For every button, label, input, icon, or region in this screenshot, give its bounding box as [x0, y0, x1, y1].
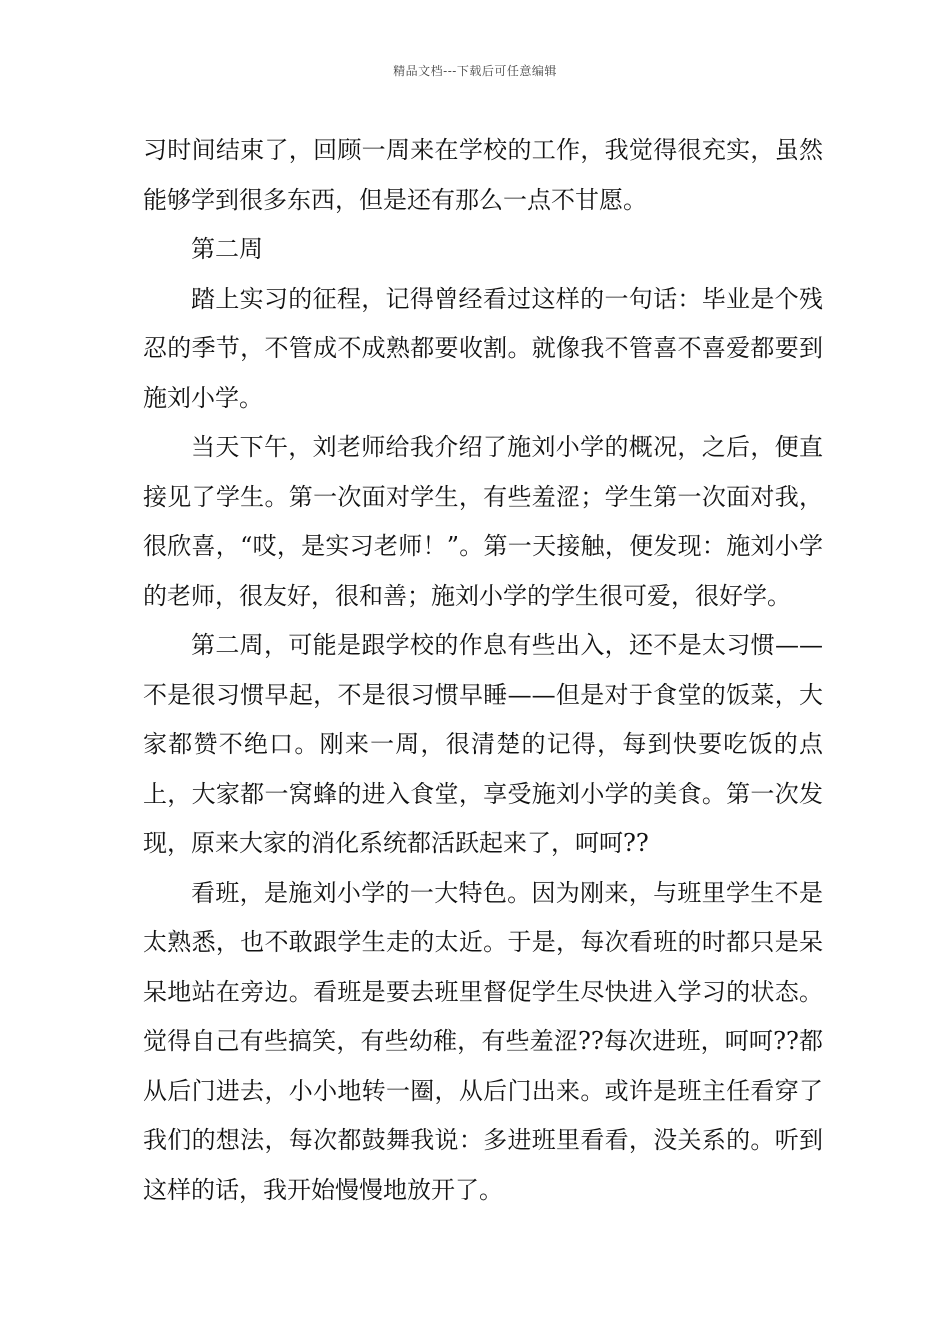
page-header: 精品文档---下载后可任意编辑	[393, 64, 557, 78]
paragraph-1: 踏上实习的征程，记得曾经看过这样的一句话：毕业是个残忍的季节，不管成不成熟都要收割。就像我不管喜不喜爱都要到施刘小学。	[143, 284, 823, 412]
paragraph-3: 第二周，可能是跟学校的作息有些出入，还不是太习惯——不是很习惯早起，不是很习惯早睡——但是对于食堂的饭菜，大家都赞不绝口。刚来一周，很清楚的记得，每到快要吃饭的点上，大家都一窝蜂的进入食堂，享受施刘小学的美食。第一次发现，原来大家的消化系统都活跃起来了，呵呵??	[143, 631, 823, 857]
paragraph-4: 看班，是施刘小学的一大特色。因为刚来，与班里学生不是太熟悉，也不敢跟学生走的太近。于是，每次看班的时都只是呆呆地站在旁边。看班是要去班里督促学生尽快进入学习的状态。觉得自己有些搞笑，有些幼稚，有些羞涩??每次进班，呵呵??都从后门进去，小小地转一圈，从后门出来。或许是班主任看穿了我们的想法，每次都鼓舞我说：多进班里看看，没关系的。听到这样的话，我开始慢慢地放开了。	[143, 878, 823, 1204]
paragraph-2: 当天下午，刘老师给我介绍了施刘小学的概况，之后，便直接见了学生。第一次面对学生，有些羞涩；学生第一次面对我，很欣喜，“哎，是实习老师！”。第一天接触，便发现：施刘小学的老师，很友好，很和善；施刘小学的学生很可爱，很好学。	[143, 433, 823, 610]
section-heading: 第二周	[191, 235, 263, 263]
paragraph-continued: 习时间结束了，回顾一周来在学校的工作，我觉得很充实，虽然能够学到很多东西，但是还有那么一点不甘愿。	[143, 136, 823, 214]
document-body	[143, 126, 823, 1215]
